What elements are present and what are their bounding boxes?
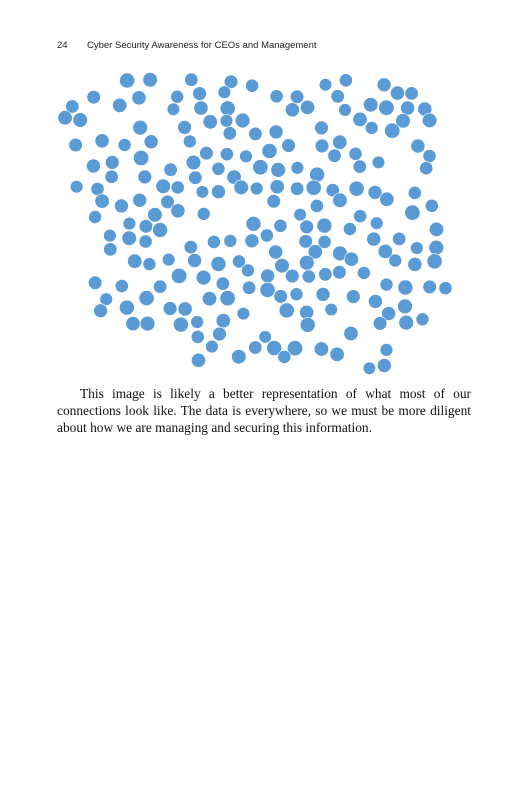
network-node [240,150,253,163]
network-node [86,159,100,173]
network-node [429,222,443,236]
network-node [380,344,393,357]
network-node [148,208,163,223]
network-node [88,276,102,290]
network-node [212,162,225,175]
network-node [274,219,287,232]
network-node [279,303,294,318]
network-node [232,349,247,364]
network-node [203,115,217,129]
network-node [385,123,400,138]
network-node [220,114,233,127]
network-node [200,146,214,160]
network-node [389,254,402,267]
network-node [94,304,108,318]
network-node [156,179,171,194]
network-node [310,199,323,212]
network-node [133,150,148,165]
network-node [171,204,185,218]
network-node [143,73,158,88]
network-node [285,269,299,283]
network-node [368,294,382,308]
network-node [377,359,391,373]
network-node [319,268,332,281]
network-node [353,160,366,173]
network-node [139,235,152,248]
network-node [423,149,436,162]
network-node [241,264,254,277]
network-node [95,194,109,208]
network-node [119,300,134,315]
network-node [197,207,210,220]
body-paragraph: This image is likely a better representation of what most of our connections look like. The data is everywhere, so we must be more diligent about how we are managing and securing this information. [57,386,471,436]
network-node [363,362,376,375]
network-node [164,163,177,176]
network-node [261,269,275,283]
network-node [191,353,205,367]
network-node [194,101,208,115]
network-node [333,193,348,208]
network-node [220,291,235,306]
network-node [224,234,237,247]
network-node [143,258,156,271]
network-node [270,180,284,194]
network-node [300,317,315,332]
network-node [191,316,204,329]
network-node [427,254,442,269]
network-node [328,149,341,162]
network-node [393,232,406,245]
network-node [140,316,155,331]
network-node [267,195,281,209]
network-node [275,258,290,273]
network-node [132,91,146,105]
network-node [370,217,383,230]
network-node [410,242,423,255]
network-node [429,240,444,255]
network-node [133,193,147,207]
network-node [377,78,391,92]
network-node [399,315,414,330]
network-node [398,299,413,314]
network-node [235,113,250,128]
network-node [218,86,231,99]
network-node [372,156,385,169]
network-node [193,87,207,101]
network-node [290,90,304,104]
network-node [365,121,378,134]
network-node [191,330,204,343]
network-node [439,282,452,295]
network-node [220,148,233,161]
network-node [95,134,109,148]
network-node [294,208,307,221]
network-node [398,280,413,295]
node-group [58,73,452,375]
network-node [115,279,128,292]
network-node [113,98,127,112]
network-node [353,112,367,126]
network-node [163,302,177,316]
network-node [344,326,358,340]
network-node [290,288,303,301]
network-node [234,180,249,195]
network-node [171,90,184,103]
network-node [339,74,352,87]
network-node [346,290,360,304]
network-node [420,162,433,175]
network-node [401,101,415,115]
network-node [167,103,180,116]
network-node [299,255,314,270]
network-node [349,181,364,196]
network-node [259,331,272,344]
network-node [408,186,421,199]
network-node [253,160,268,175]
network-node [349,147,362,160]
network-node [138,170,152,184]
network-node [333,135,347,149]
network-node [216,277,229,290]
network-node [211,257,226,272]
network-node [302,270,315,283]
network-node [87,90,101,104]
network-node [422,113,437,128]
network-node [189,171,202,184]
network-node [310,167,325,182]
network-node [344,252,358,266]
network-node [144,135,158,149]
network-node [89,211,102,224]
running-title: Cyber Security Awareness for CEOs and Management [87,40,317,51]
network-node [315,139,329,153]
network-node [250,182,263,195]
network-node [380,278,393,291]
network-node [128,254,142,268]
network-node [300,100,314,114]
network-node [207,235,220,248]
network-node [220,101,235,116]
network-node [73,113,88,128]
network-node [69,138,83,152]
network-node [339,104,352,117]
network-node [271,163,286,178]
network-node [196,270,211,285]
network-node [223,127,236,140]
network-node [123,217,136,230]
network-node [70,180,83,193]
network-node [343,223,356,236]
network-node [237,307,250,320]
network-node [325,303,338,316]
network-node [285,103,299,117]
network-node [114,199,128,213]
network-node [300,220,314,234]
network-node [105,170,118,183]
network-node [315,121,329,135]
network-node [139,291,154,306]
network-node [317,218,332,233]
network-connections-figure [0,0,531,380]
network-node [120,73,135,88]
network-node [290,182,303,195]
network-node [291,161,304,174]
network-node [58,111,72,125]
network-node [246,216,261,231]
network-node [105,156,119,170]
network-node [333,266,347,280]
network-node [245,234,259,248]
network-node [363,97,378,112]
network-node [122,231,137,246]
network-node [260,229,273,242]
network-node [216,313,230,327]
network-node [196,186,209,199]
network-node [262,143,277,158]
network-node [162,253,175,266]
network-node [278,350,291,363]
network-node [202,292,216,306]
network-node [126,316,140,330]
network-node [139,220,153,234]
network-node [178,302,192,316]
network-node [316,287,330,301]
network-node [260,282,275,297]
network-node [357,266,370,279]
network-node [373,317,387,331]
network-node [423,280,437,294]
network-node [242,281,255,294]
network-node [330,347,344,361]
network-node [104,229,117,242]
network-node [269,125,283,139]
network-node [118,139,131,152]
network-node [212,185,226,199]
network-node [416,313,429,326]
network-node [104,243,117,256]
network-node [274,290,288,304]
network-node [133,120,148,135]
network-node [171,268,186,283]
network-node [379,100,394,115]
network-node [249,127,262,140]
network-node [380,192,394,206]
network-node [270,90,283,103]
network-node [188,254,202,268]
network-node [249,341,262,354]
network-node [153,223,168,238]
network-node [314,342,328,356]
network-node [405,87,418,100]
network-node [367,232,381,246]
network-node [213,327,227,341]
network-node [186,155,201,170]
network-node [171,181,184,194]
network-node [425,199,438,212]
network-node [390,86,404,100]
network-node [185,73,198,86]
network-node [405,205,420,220]
network-node [306,180,321,195]
network-node [183,135,196,148]
network-node [173,317,188,332]
page-number: 24 [57,40,68,51]
network-node [206,340,219,353]
network-node [184,240,197,253]
network-node [246,79,259,92]
network-node [411,139,425,153]
network-node [319,78,332,91]
network-node [408,257,422,271]
network-node [269,245,283,259]
network-node [282,139,296,153]
network-node [354,210,367,223]
network-node [331,90,344,103]
network-node [178,121,192,135]
network-node [153,280,166,293]
